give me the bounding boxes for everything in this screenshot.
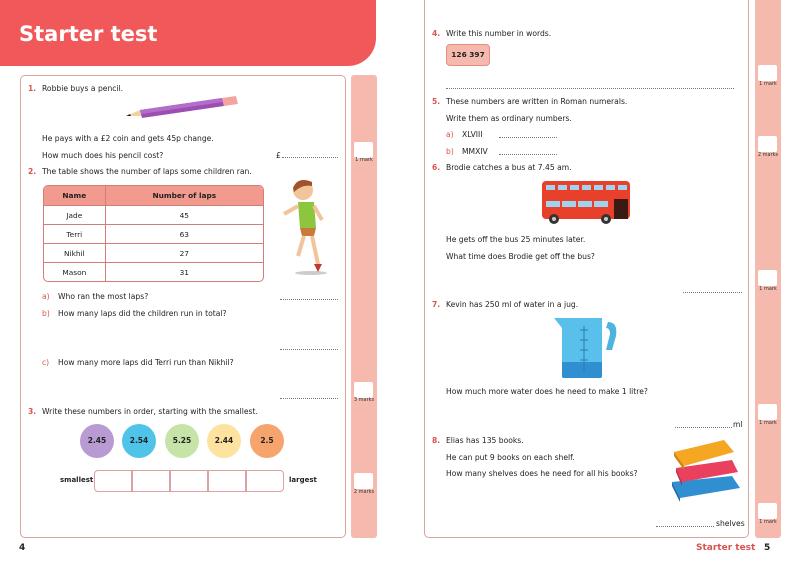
- question-text: How much more water does he need to make 1 litre?: [446, 387, 648, 396]
- question-number: 5.: [432, 97, 441, 106]
- mark-box[interactable]: [758, 270, 777, 286]
- question-text: How much does his pencil cost?: [42, 151, 164, 160]
- question-number: 4.: [432, 29, 441, 38]
- mark-box[interactable]: [758, 136, 777, 152]
- question-number: 1.: [28, 84, 37, 93]
- unit-label: ml: [733, 420, 743, 429]
- roman-numeral: XLVIII: [462, 130, 483, 139]
- roman-numeral: MMXIV: [462, 147, 488, 156]
- mark-label: 1 mark: [759, 420, 777, 426]
- question-text: Elias has 135 books.: [446, 436, 524, 445]
- currency-symbol: £: [276, 151, 281, 160]
- question-number: 7.: [432, 300, 441, 309]
- unit-label: shelves: [716, 519, 745, 528]
- answer-line[interactable]: [675, 427, 732, 428]
- table-row: [44, 224, 263, 243]
- mark-box[interactable]: [354, 382, 373, 398]
- smallest-label: smallest: [60, 476, 94, 484]
- answer-line[interactable]: [499, 154, 557, 155]
- order-answer-box[interactable]: [94, 470, 132, 492]
- answer-line[interactable]: [656, 526, 714, 527]
- question-number: 8.: [432, 436, 441, 445]
- page-title: Starter test: [19, 22, 158, 46]
- page-number: 4: [19, 543, 26, 553]
- subquestion-text: How many laps did the children run in total?: [58, 309, 227, 318]
- answer-line[interactable]: [280, 349, 338, 350]
- mark-box[interactable]: [758, 404, 777, 420]
- question-text: He gets off the bus 25 minutes later.: [446, 235, 586, 244]
- table-header: Name: [44, 186, 106, 205]
- laps-table: [43, 185, 264, 282]
- question-text: What time does Brodie get off the bus?: [446, 252, 595, 261]
- question-text: Kevin has 250 ml of water in a jug.: [446, 300, 579, 309]
- mark-box[interactable]: [758, 65, 777, 81]
- question-text: Write them as ordinary numbers.: [446, 114, 572, 123]
- question-number: 2.: [28, 167, 37, 176]
- answer-line[interactable]: [446, 88, 734, 89]
- subquestion-letter: a): [42, 292, 50, 301]
- books-image: [668, 436, 744, 506]
- table-row: [44, 243, 263, 262]
- mark-label: 1 mark: [759, 519, 777, 525]
- cell: 27: [106, 243, 263, 262]
- subquestion-letter: b): [446, 147, 454, 156]
- mark-label: 2 marks: [757, 152, 779, 158]
- subquestion-letter: b): [42, 309, 50, 318]
- answer-line[interactable]: [282, 157, 338, 158]
- subquestion-letter: a): [446, 130, 454, 139]
- answer-line[interactable]: [280, 299, 338, 300]
- subquestion-letter: c): [42, 358, 50, 367]
- question-text: He can put 9 books on each shelf.: [446, 453, 575, 462]
- measuring-jug-image: [552, 316, 618, 380]
- cell: Nikhil: [44, 243, 106, 262]
- page-number: 5: [764, 543, 771, 553]
- order-answer-box[interactable]: [170, 470, 208, 492]
- order-answer-box[interactable]: [132, 470, 170, 492]
- question-number: 3.: [28, 407, 37, 416]
- answer-line[interactable]: [683, 292, 742, 293]
- number-card: 126 397: [446, 44, 490, 66]
- question-text: He pays with a £2 coin and gets 45p change.: [42, 134, 214, 143]
- cell: Mason: [44, 262, 106, 281]
- cell: 31: [106, 262, 263, 281]
- table-row: [44, 205, 263, 224]
- question-text: Brodie catches a bus at 7.45 am.: [446, 163, 572, 172]
- subquestion-text: How many more laps did Terri run than Nikhil?: [58, 358, 234, 367]
- cell: 63: [106, 224, 263, 243]
- table-header: Number of laps: [106, 186, 263, 205]
- order-answer-box[interactable]: [246, 470, 284, 492]
- question-text: How many shelves does he need for all his books?: [446, 469, 638, 478]
- question-text: These numbers are written in Roman numerals.: [446, 97, 628, 106]
- mark-box[interactable]: [354, 142, 373, 158]
- question-text: Write this number in words.: [446, 29, 552, 38]
- question-text: Robbie buys a pencil.: [42, 84, 124, 93]
- table-row: [44, 262, 263, 281]
- number-circle: 2.44: [207, 424, 241, 458]
- cell: 45: [106, 205, 263, 224]
- cell: Terri: [44, 224, 106, 243]
- answer-line[interactable]: [280, 398, 338, 399]
- mark-label: 1 mark: [759, 286, 777, 292]
- answer-line[interactable]: [499, 137, 557, 138]
- subquestion-text: Who ran the most laps?: [58, 292, 149, 301]
- mark-box[interactable]: [758, 503, 777, 519]
- mark-label: 2 marks: [353, 489, 375, 495]
- question-text: The table shows the number of laps some children ran.: [42, 167, 252, 176]
- pencil-image: [126, 96, 238, 120]
- running-boy-image: [278, 176, 342, 276]
- number-circle: 2.54: [122, 424, 156, 458]
- number-circle: 2.45: [80, 424, 114, 458]
- largest-label: largest: [289, 476, 317, 484]
- mark-box[interactable]: [354, 473, 373, 489]
- number-circle: 2.5: [250, 424, 284, 458]
- order-answer-box[interactable]: [208, 470, 246, 492]
- mark-label: 3 marks: [353, 397, 375, 403]
- mark-label: 1 mark: [759, 81, 777, 87]
- footer-title: Starter test: [696, 543, 756, 553]
- bus-image: [540, 179, 632, 227]
- question-number: 6.: [432, 163, 441, 172]
- mark-label: 1 mark: [355, 157, 373, 163]
- cell: Jade: [44, 205, 106, 224]
- question-text: Write these numbers in order, starting with the smallest.: [42, 407, 258, 416]
- number-circle: 5.25: [165, 424, 199, 458]
- left-question-box: [20, 75, 346, 538]
